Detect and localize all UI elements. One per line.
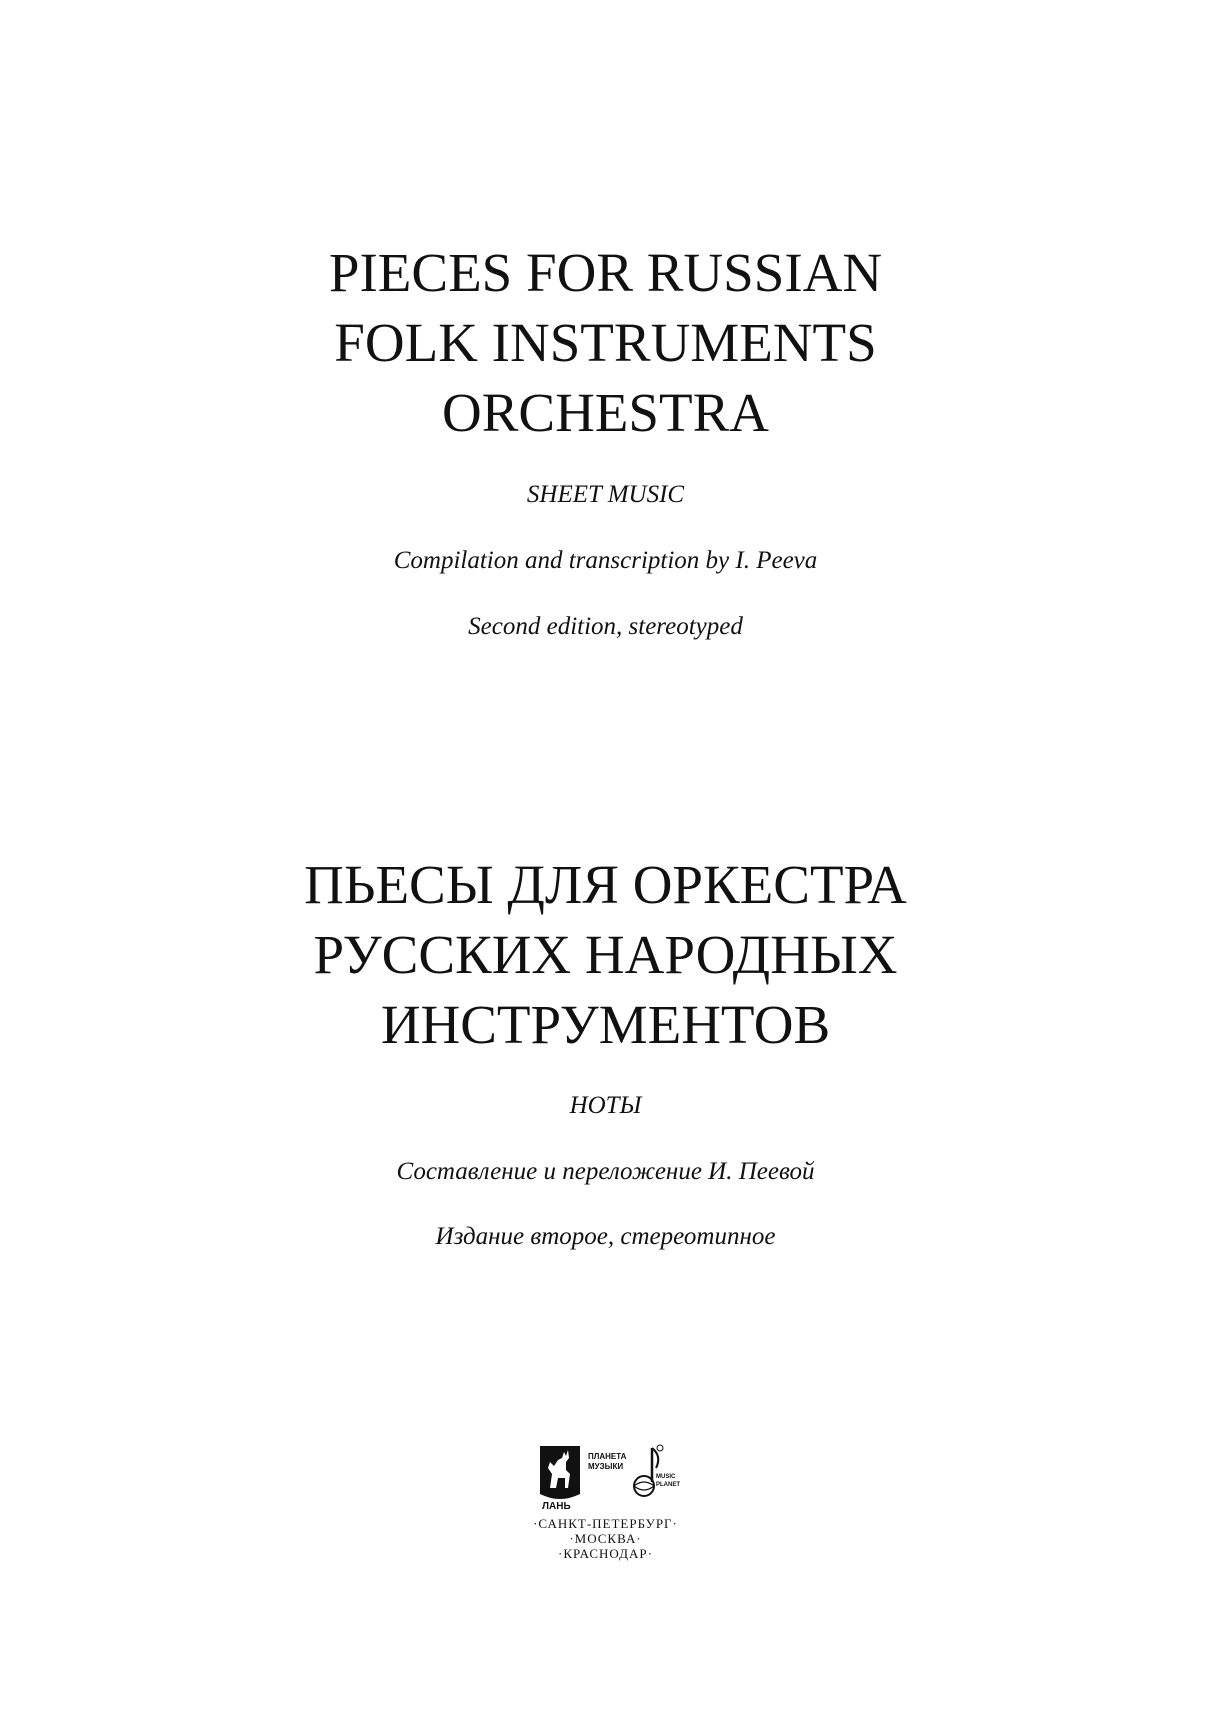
- english-title: [0, 238, 1211, 448]
- lan-logo-text: ЛАНЬ: [542, 1501, 571, 1512]
- planet-logo-text-line-1: ПЛАНЕТА: [588, 1452, 627, 1461]
- russian-title-line-3: ИНСТРУМЕНТОВ: [380, 994, 831, 1055]
- english-title-line-1: PIECES FOR RUSSIAN: [328, 242, 883, 303]
- music-planet-text-line-2: PLANET: [656, 1482, 680, 1488]
- english-genre-wrap: [0, 480, 1211, 510]
- city-krasnodar: ·КРАСНОДАР·: [558, 1546, 653, 1561]
- russian-edition: Издание второе, стереотипное: [435, 1223, 776, 1250]
- english-edition-wrap: [0, 612, 1211, 642]
- russian-title-line-1: ПЬЕСЫ ДЛЯ ОРКЕСТРА: [304, 854, 907, 915]
- english-compilation-wrap: [0, 546, 1211, 576]
- publisher-cities: [0, 1516, 1211, 1561]
- lan-logo-icon: [540, 1446, 580, 1499]
- russian-compilation-wrap: [0, 1157, 1211, 1187]
- publisher-logo-graphic: [506, 1438, 706, 1518]
- russian-edition-wrap: [0, 1222, 1211, 1252]
- music-planet-text-line-1: MUSIC: [656, 1474, 676, 1480]
- city-saint-petersburg: ·САНКТ-ПЕТЕРБУРГ·: [533, 1516, 678, 1531]
- russian-genre-wrap: [0, 1091, 1211, 1121]
- russian-title: [0, 850, 1211, 1060]
- english-title-line-3: ORCHESTRA: [442, 382, 769, 443]
- english-edition: Second edition, stereotyped: [468, 613, 743, 640]
- english-compilation: Compilation and transcription by I. Peeva: [393, 547, 818, 574]
- planet-logo-text-line-2: МУЗЫКИ: [588, 1462, 624, 1471]
- russian-compilation: Составление и переложение И. Пеевой: [396, 1158, 815, 1185]
- russian-title-line-2: РУССКИХ НАРОДНЫХ: [313, 924, 898, 985]
- city-moscow: ·МОСКВА·: [569, 1531, 642, 1546]
- english-genre: SHEET MUSIC: [526, 481, 685, 508]
- english-title-line-2: FOLK INSTRUMENTS: [334, 312, 877, 373]
- russian-genre: НОТЫ: [569, 1092, 642, 1119]
